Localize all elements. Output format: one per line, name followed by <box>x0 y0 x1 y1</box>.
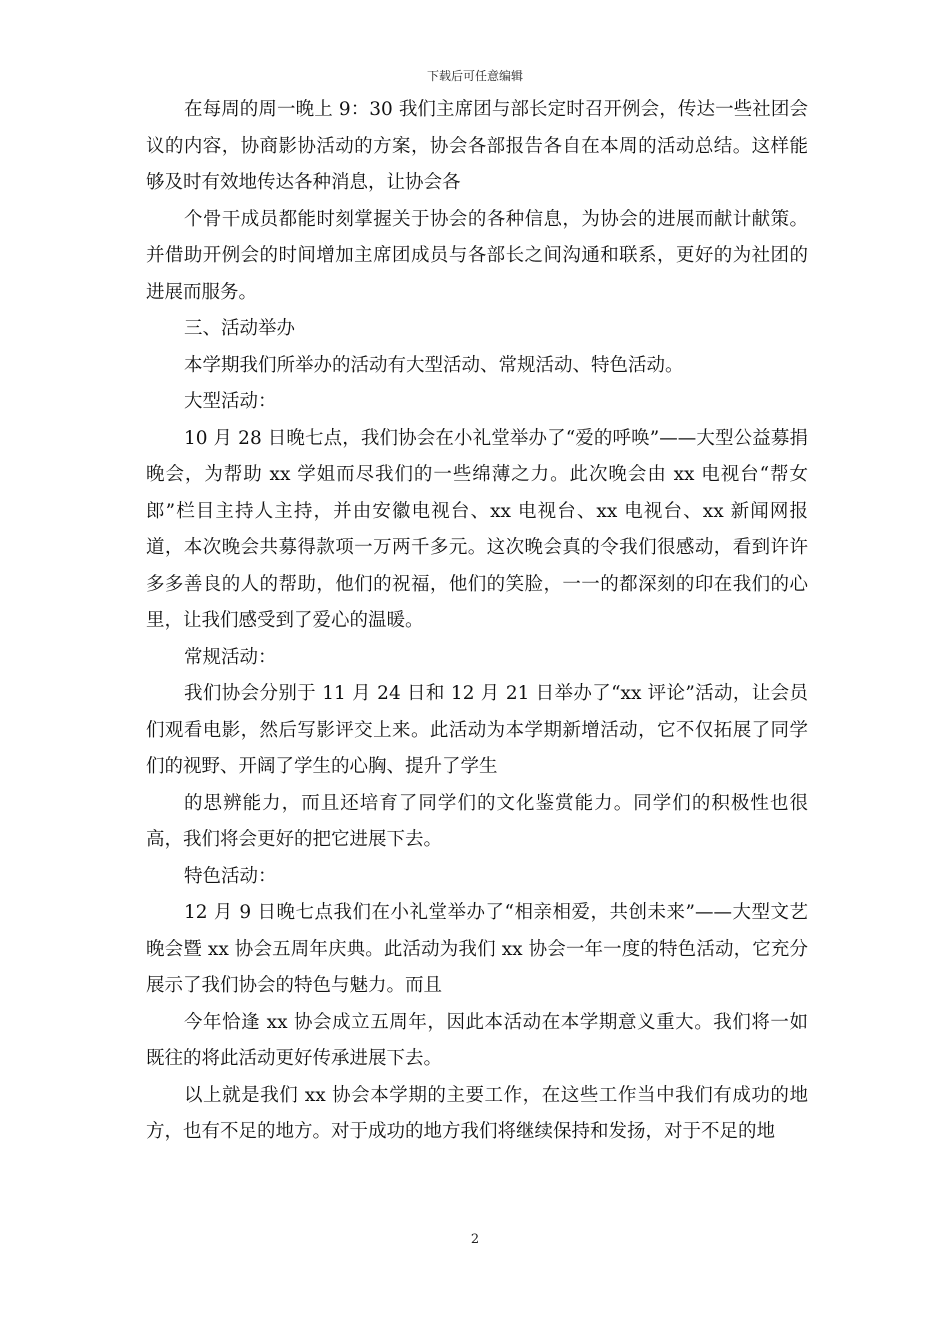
subheading-special-activity: 特色活动： <box>184 865 277 887</box>
page-number: 2 <box>470 1232 480 1247</box>
subheading-large-activity: 大型活动： <box>184 391 277 412</box>
section-heading-activities: 三、活动举办 <box>184 318 296 339</box>
paragraph-special-activity-cont: 今年恰逢 xx 协会成立五周年，因此本活动在本学期意义重大。我们将一如既往的将此活动更好传承进展下去。 <box>146 1011 808 1069</box>
paragraph-large-activity: 10 月 28 日晚七点，我们协会在小礼堂举办了“爱的呼唤”——大型公益募捐晚会，为帮助 xx 学姐而尽我们的一些绵薄之力。此次晚会由 xx 电视台“帮女郎”栏目主持人主持，并由安徽电视台、xx 电视台、xx 电视台、xx 新闻网报道，本次晚会共募得款项一万两千多元。这次晚会真的令我们很感动，看到许许多多善良的人的帮助，他们的祝福，他们的笑脸，一一的都深刻的印在我们的心里，让我们感受到了爱心的温暖。 <box>146 427 808 631</box>
paragraph-regular-activity: 我们协会分别于 11 月 24 日和 12 月 21 日举办了“xx 评论”活动，让会员们观看电影，然后写影评交上来。此活动为本学期新增活动，它不仅拓展了同学们的视野、开阔了学生的心胸、提升了学生 <box>146 683 808 777</box>
paragraph-special-activity: 12 月 9 日晚七点我们在小礼堂举办了“相亲相爱，共创未来”——大型文艺晚会暨 xx 协会五周年庆典。此活动为我们 xx 协会一年一度的特色活动，它充分展示了我们协会的特色与魅力。而且 <box>146 902 808 996</box>
paragraph-summary: 以上就是我们 xx 协会本学期的主要工作，在这些工作当中我们有成功的地方，也有不足的地方。对于成功的地方我们将继续保持和发扬，对于不足的地 <box>146 1084 808 1142</box>
paragraph-regular-activity-cont: 的思辨能力，而且还培育了同学们的文化鉴赏能力。同学们的积极性也很高，我们将会更好的把它进展下去。 <box>146 792 808 850</box>
document-body <box>146 92 808 1151</box>
subheading-regular-activity: 常规活动： <box>184 646 277 668</box>
page-header: 下载后可任意编辑 <box>426 69 523 83</box>
paragraph-weekly-meeting: 在每周的周一晚上 9：30 我们主席团与部长定时召开例会，传达一些社团会议的内容，协商影协活动的方案，协会各部报告各自在本周的活动总结。这样能够及时有效地传达各种消息，让协会各 <box>146 99 808 193</box>
paragraph-meeting-purpose: 个骨干成员都能时刻掌握关于协会的各种信息，为协会的进展而献计献策。并借助开例会的时间增加主席团成员与各部长之间沟通和联系，更好的为社团的进展而服务。 <box>146 208 808 303</box>
paragraph-activity-types: 本学期我们所举办的活动有大型活动、常规活动、特色活动。 <box>184 354 684 376</box>
